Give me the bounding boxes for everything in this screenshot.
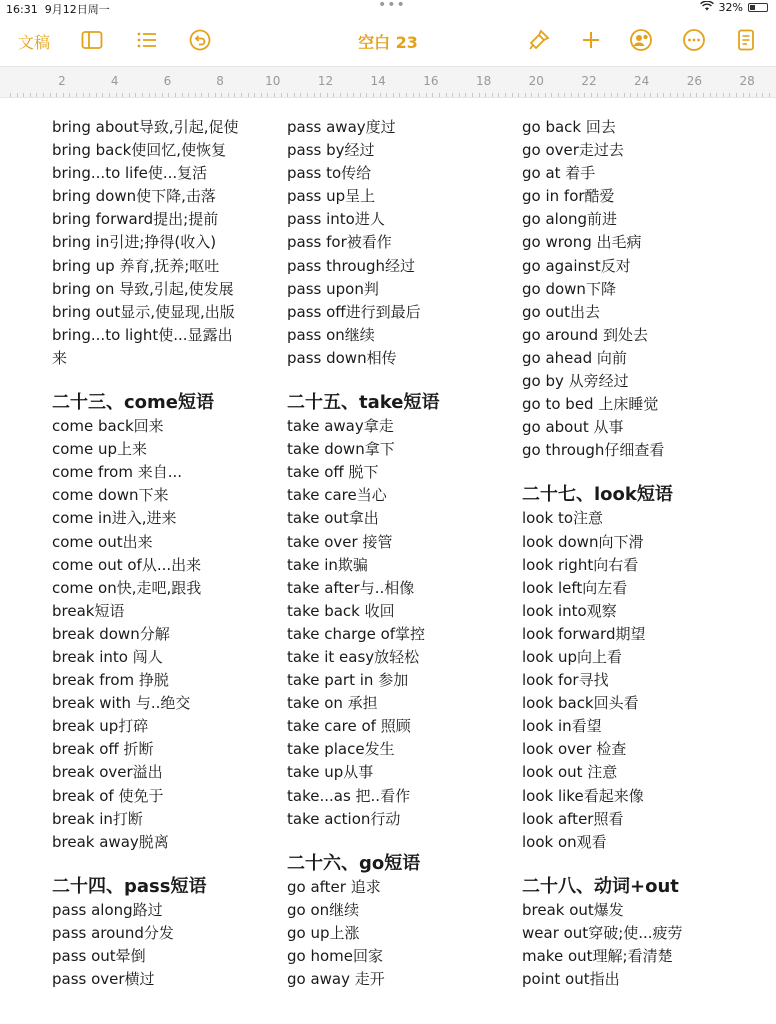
phrase-line[interactable]: pass around分发 xyxy=(52,923,174,942)
ruler-tick xyxy=(281,93,282,97)
section-gap xyxy=(52,370,238,380)
section-gap xyxy=(522,854,683,864)
phrase-line[interactable]: take part in 参加 xyxy=(287,671,409,690)
phrase-line[interactable]: take action行动 xyxy=(287,809,401,828)
phrase-line[interactable]: bring out显示,使显现,出版 xyxy=(52,302,235,321)
ruler-tick xyxy=(551,93,552,97)
phrase-line[interactable]: look into观察 xyxy=(522,601,617,620)
heading-pass-1: 二十四、pass短语 xyxy=(52,875,207,897)
phrase-line[interactable]: break away脱离 xyxy=(52,832,169,851)
ruler-tick xyxy=(485,93,486,97)
phrase-line[interactable]: take care当心 xyxy=(287,486,387,505)
ruler-label: 2 xyxy=(58,74,66,88)
ruler-tick xyxy=(201,93,202,97)
phrase-line[interactable]: bring back使回忆,使恢复 xyxy=(52,141,227,160)
ruler-tick xyxy=(307,93,308,97)
ruler-tick xyxy=(366,93,367,97)
section-gap xyxy=(52,854,238,864)
ruler-tick xyxy=(221,93,222,97)
ruler-tick xyxy=(83,93,84,97)
ruler-tick xyxy=(23,93,24,97)
ruler-tick xyxy=(248,93,249,97)
ruler-tick xyxy=(617,93,618,97)
phrase-line[interactable]: go through仔细查看 xyxy=(522,441,665,460)
document-title[interactable]: 空白 23 xyxy=(358,33,418,52)
phrase-line[interactable]: go on继续 xyxy=(287,900,360,919)
ruler-tick xyxy=(254,93,255,97)
ruler-tick xyxy=(479,93,480,97)
phrase-line[interactable]: bring up 养育,抚养;呕吐 xyxy=(52,256,220,275)
ruler-tick xyxy=(353,93,354,97)
phrase-line[interactable]: break in打断 xyxy=(52,809,143,828)
section-gap xyxy=(287,370,439,380)
ruler-tick xyxy=(749,93,750,97)
ruler-tick xyxy=(498,93,499,97)
ruler-tick xyxy=(531,93,532,97)
ruler-tick xyxy=(50,93,51,97)
phrase-line[interactable]: come in进入,进来 xyxy=(52,509,177,528)
ruler-tick xyxy=(591,93,592,97)
ruler-tick xyxy=(215,93,216,97)
phrase-line[interactable]: go up上涨 xyxy=(287,923,360,942)
document-icon[interactable] xyxy=(734,28,758,52)
ruler-tick xyxy=(630,93,631,97)
ruler-tick xyxy=(287,93,288,97)
ruler-tick xyxy=(386,93,387,97)
phrase-line[interactable]: look for寻找 xyxy=(522,671,609,690)
ruler-tick xyxy=(241,93,242,97)
phrase-line[interactable]: pass along路过 xyxy=(52,900,163,919)
ruler-tick xyxy=(426,93,427,97)
heading-look: 二十七、look短语 xyxy=(522,484,673,506)
status-time-date xyxy=(6,1,110,17)
status-bar xyxy=(0,0,776,16)
ruler-tick xyxy=(525,93,526,97)
ruler-tick xyxy=(650,93,651,97)
ruler-tick xyxy=(571,93,572,97)
ruler-tick xyxy=(696,93,697,97)
phrase-line[interactable]: look like看起来像 xyxy=(522,786,644,805)
ruler-tick xyxy=(122,93,123,97)
ruler-tick xyxy=(274,93,275,97)
phrase-line[interactable]: break of 使免于 xyxy=(52,786,164,805)
ruler-tick xyxy=(657,93,658,97)
ruler-tick xyxy=(208,93,209,97)
ruler-tick xyxy=(327,93,328,97)
phrase-line[interactable]: go about 从事 xyxy=(522,418,624,437)
phrase-line[interactable]: look up向上看 xyxy=(522,647,623,666)
status-right xyxy=(700,1,768,14)
ruler-tick xyxy=(677,93,678,97)
ruler-tick xyxy=(419,93,420,97)
ruler-tick xyxy=(102,93,103,97)
phrase-line[interactable]: break with 与..绝交 xyxy=(52,694,191,713)
ruler-tick xyxy=(294,93,295,97)
phrase-line[interactable]: go in for酷爱 xyxy=(522,187,615,206)
ruler-tick xyxy=(439,93,440,97)
phrase-line[interactable]: look down向下滑 xyxy=(522,532,644,551)
section-gap xyxy=(287,831,439,841)
phrase-line[interactable]: pass over横过 xyxy=(52,970,155,989)
ruler-tick xyxy=(505,93,506,97)
ruler-tick xyxy=(663,93,664,97)
phrase-line[interactable]: break down分解 xyxy=(52,624,170,643)
wifi-icon xyxy=(700,1,714,14)
ruler-tick xyxy=(300,93,301,97)
ruler-tick xyxy=(155,93,156,97)
ruler-tick xyxy=(710,93,711,97)
ruler-tick xyxy=(129,93,130,97)
phrase-line[interactable]: bring down使下降,击落 xyxy=(52,187,216,206)
battery-fill xyxy=(750,5,755,10)
ruler-tick xyxy=(743,93,744,97)
ruler-tick xyxy=(723,93,724,97)
phrase-line[interactable]: look over 检查 xyxy=(522,740,627,759)
documents-back-button[interactable]: 文稿 xyxy=(18,33,51,52)
ruler-tick xyxy=(729,93,730,97)
column-3 xyxy=(522,116,683,1001)
phrase-line[interactable]: look right向右看 xyxy=(522,555,639,574)
phrase-line[interactable]: break out爆发 xyxy=(522,900,624,919)
ruler-tick xyxy=(96,93,97,97)
ruler-tick xyxy=(267,93,268,97)
ruler[interactable] xyxy=(0,66,776,98)
ruler-tick xyxy=(472,93,473,97)
ruler-tick xyxy=(320,93,321,97)
phrase-line[interactable]: 来 xyxy=(52,348,68,367)
ruler-tick xyxy=(413,93,414,97)
ruler-label: 10 xyxy=(265,74,281,88)
section-gap xyxy=(287,991,439,1001)
phrase-line[interactable]: take charge of掌控 xyxy=(287,624,426,643)
phrase-line[interactable]: pass on继续 xyxy=(287,325,375,344)
ruler-tick xyxy=(406,93,407,97)
ruler-tick xyxy=(399,93,400,97)
ruler-tick xyxy=(465,93,466,97)
phrase-line[interactable]: break from 挣脱 xyxy=(52,671,169,690)
phrase-line[interactable]: pass into进人 xyxy=(287,210,385,229)
plus-icon[interactable] xyxy=(579,28,603,52)
phrase-line[interactable]: go to bed 上床睡觉 xyxy=(522,395,659,414)
status-time: 16:31 xyxy=(6,3,38,16)
phrase-line[interactable]: take on 承担 xyxy=(287,694,378,713)
ruler-tick xyxy=(393,93,394,97)
ruler-tick xyxy=(314,93,315,97)
ruler-tick xyxy=(30,93,31,97)
phrase-line[interactable]: take in欺骗 xyxy=(287,555,368,574)
phrase-line[interactable]: bring...to life使...复活 xyxy=(52,164,208,183)
phrase-line[interactable]: come out of从...出来 xyxy=(52,555,202,574)
phrase-line[interactable]: bring...to light使...显露出 xyxy=(52,325,233,344)
phrase-line[interactable]: take care of 照顾 xyxy=(287,717,411,736)
ruler-label: 18 xyxy=(475,74,492,88)
ruler-tick xyxy=(762,93,763,97)
phrase-line[interactable]: pass off进行到最后 xyxy=(287,302,421,321)
phrase-line[interactable]: pass away度过 xyxy=(287,118,396,136)
phrase-line[interactable]: look in看望 xyxy=(522,717,602,736)
ruler-tick xyxy=(637,93,638,97)
phrase-line[interactable]: take out拿出 xyxy=(287,509,379,528)
phrase-line[interactable]: go around 到处去 xyxy=(522,325,648,344)
phrase-line[interactable]: look left向左看 xyxy=(522,578,628,597)
section-gap xyxy=(522,991,683,1001)
phrase-line[interactable]: come up上来 xyxy=(52,440,148,459)
ruler-tick xyxy=(195,93,196,97)
ruler-label: 26 xyxy=(686,74,703,88)
column-1 xyxy=(52,116,238,1001)
ruler-tick xyxy=(234,93,235,97)
ruler-tick xyxy=(56,93,57,97)
ruler-tick xyxy=(604,93,605,97)
phrase-line[interactable]: point out指出 xyxy=(522,970,620,989)
ruler-tick xyxy=(558,93,559,97)
phrase-line[interactable]: look back回头看 xyxy=(522,694,639,713)
ruler-tick xyxy=(340,93,341,97)
more-icon[interactable] xyxy=(682,28,706,52)
ruler-tick xyxy=(518,93,519,97)
ruler-tick xyxy=(690,93,691,97)
phrase-line[interactable]: look to注意 xyxy=(522,509,604,528)
phrase-line[interactable]: pass upon判 xyxy=(287,279,379,298)
phrase-line[interactable]: take down拿下 xyxy=(287,440,395,459)
phrase-line[interactable]: pass out晕倒 xyxy=(52,947,146,965)
ruler-label: 16 xyxy=(423,74,439,88)
ruler-tick xyxy=(149,93,150,97)
phrase-line[interactable]: break off 折断 xyxy=(52,740,154,759)
phrase-line[interactable]: go away 走开 xyxy=(287,970,385,989)
ruler-tick xyxy=(564,93,565,97)
ruler-tick xyxy=(36,93,37,97)
phrase-line[interactable]: pass for被看作 xyxy=(287,233,392,252)
phrase-line[interactable]: break over溢出 xyxy=(52,763,163,782)
ruler-tick xyxy=(578,93,579,97)
ruler-tick xyxy=(182,93,183,97)
phrase-line[interactable]: pass through经过 xyxy=(287,256,416,275)
ruler-tick xyxy=(446,93,447,97)
phrase-line[interactable]: break短语 xyxy=(52,601,125,620)
ruler-tick xyxy=(597,93,598,97)
ruler-tick xyxy=(716,93,717,97)
phrase-line[interactable]: go after 追求 xyxy=(287,877,381,896)
toolbar xyxy=(0,18,776,62)
ruler-tick xyxy=(69,93,70,97)
collaborate-icon[interactable] xyxy=(629,28,653,52)
phrase-line[interactable]: go down下降 xyxy=(522,279,616,298)
ruler-label: 24 xyxy=(634,74,650,88)
ruler-tick xyxy=(168,93,169,97)
ruler-tick xyxy=(670,93,671,97)
phrase-line[interactable]: pass by经过 xyxy=(287,141,375,160)
ruler-tick xyxy=(109,93,110,97)
ruler-tick xyxy=(644,93,645,97)
phrase-line[interactable]: take it easy放轻松 xyxy=(287,647,420,666)
status-date: 9月12日周一 xyxy=(44,3,110,16)
ruler-tick xyxy=(769,93,770,97)
ruler-tick xyxy=(545,93,546,97)
phrase-line[interactable]: look out 注意 xyxy=(522,763,618,782)
section-gap xyxy=(52,991,238,1001)
ruler-tick xyxy=(142,93,143,97)
ruler-tick xyxy=(116,93,117,97)
phrase-line[interactable]: take up从事 xyxy=(287,763,374,782)
phrase-line[interactable]: bring on 导致,引起,使发展 xyxy=(52,279,234,298)
ruler-tick xyxy=(188,93,189,97)
phrase-line[interactable]: look on观看 xyxy=(522,832,607,851)
phrase-line[interactable]: go ahead 向前 xyxy=(522,348,627,367)
phrase-line[interactable]: come down下来 xyxy=(52,486,169,505)
phrase-line[interactable]: go along前进 xyxy=(522,210,618,229)
ruler-tick xyxy=(611,93,612,97)
phrase-line[interactable]: go against反对 xyxy=(522,256,631,275)
phrase-line[interactable]: take over 接管 xyxy=(287,532,393,551)
phrase-line[interactable]: come on快,走吧,跟我 xyxy=(52,578,202,597)
phrase-line[interactable]: break into 闯人 xyxy=(52,647,163,666)
ruler-tick xyxy=(228,93,229,97)
multitasking-dots-icon[interactable]: ••• xyxy=(378,0,406,13)
phrase-line[interactable]: go at 着手 xyxy=(522,164,596,183)
battery-icon xyxy=(748,3,768,12)
ruler-label: 6 xyxy=(163,74,172,88)
phrase-line[interactable]: take after与..相像 xyxy=(287,578,415,597)
ruler-tick xyxy=(175,93,176,97)
column-2 xyxy=(287,116,439,1001)
ruler-label: 20 xyxy=(528,74,544,88)
ruler-tick xyxy=(10,93,11,97)
phrase-line[interactable]: take away拿走 xyxy=(287,417,394,436)
ruler-tick xyxy=(63,93,64,97)
ruler-tick xyxy=(333,93,334,97)
ruler-tick xyxy=(584,93,585,97)
heading-out: 二十八、动词+out xyxy=(522,875,679,897)
phrase-line[interactable]: go back 回去 xyxy=(522,118,616,136)
phrase-line[interactable]: take place发生 xyxy=(287,740,395,759)
ruler-tick xyxy=(452,93,453,97)
phrase-line[interactable]: go out出去 xyxy=(522,302,601,321)
phrase-line[interactable]: go wrong 出毛病 xyxy=(522,233,642,252)
phrase-line[interactable]: bring forward提出;提前 xyxy=(52,210,219,229)
ruler-tick xyxy=(135,93,136,97)
phrase-line[interactable]: look after照看 xyxy=(522,809,624,828)
ruler-tick xyxy=(43,93,44,97)
phrase-line[interactable]: come out出来 xyxy=(52,532,153,551)
ruler-label: 28 xyxy=(739,74,755,88)
heading-go: 二十六、go短语 xyxy=(287,852,421,874)
phrase-line[interactable]: bring about导致,引起,促使 xyxy=(52,118,239,136)
phrase-line[interactable]: wear out穿破;使...疲劳 xyxy=(522,923,683,942)
phrase-line[interactable]: make out理解;看清楚 xyxy=(522,947,673,965)
section-gap xyxy=(522,462,683,472)
phrase-line[interactable]: pass to传给 xyxy=(287,164,372,183)
ruler-tick xyxy=(261,93,262,97)
ruler-label: 8 xyxy=(216,74,224,88)
ruler-tick xyxy=(360,93,361,97)
ruler-tick xyxy=(347,93,348,97)
format-brush-icon[interactable] xyxy=(527,28,551,52)
ruler-label: 4 xyxy=(110,74,119,88)
phrase-line[interactable]: go over走过去 xyxy=(522,141,624,160)
battery-percent: 32% xyxy=(718,1,743,14)
ruler-tick xyxy=(736,93,737,97)
phrase-line[interactable]: take back 收回 xyxy=(287,601,395,620)
ruler-tick xyxy=(756,93,757,97)
heading-come: 二十三、come短语 xyxy=(52,392,214,414)
phrase-line[interactable]: break up打碎 xyxy=(52,717,149,736)
ruler-tick xyxy=(512,93,513,97)
phrase-line[interactable]: go home回家 xyxy=(287,947,383,965)
ruler-tick xyxy=(492,93,493,97)
ruler-tick xyxy=(538,93,539,97)
phrase-line[interactable]: go by 从旁经过 xyxy=(522,372,629,391)
phrase-line[interactable]: pass up呈上 xyxy=(287,187,376,206)
ruler-tick xyxy=(373,93,374,97)
ruler-tick xyxy=(624,93,625,97)
ruler-tick xyxy=(432,93,433,97)
ruler-tick xyxy=(162,93,163,97)
ruler-tick xyxy=(380,93,381,97)
ruler-tick xyxy=(17,93,18,97)
ruler-label: 22 xyxy=(581,74,597,88)
phrase-line[interactable]: take off 脱下 xyxy=(287,463,379,482)
phrase-line[interactable]: bring in引进;挣得(收入) xyxy=(52,233,217,252)
ruler-label: 14 xyxy=(370,74,386,88)
phrase-line[interactable]: come back回来 xyxy=(52,417,164,436)
ruler-tick xyxy=(89,93,90,97)
phrase-line[interactable]: take...as 把..看作 xyxy=(287,786,411,805)
phrase-line[interactable]: pass down相传 xyxy=(287,348,397,367)
ruler-tick xyxy=(459,93,460,97)
phrase-line[interactable]: come from 来自... xyxy=(52,463,183,482)
ruler-tick xyxy=(76,93,77,97)
ruler-tick xyxy=(703,93,704,97)
phrase-line[interactable]: look forward期望 xyxy=(522,624,646,643)
ruler-tick xyxy=(683,93,684,97)
ruler-label: 12 xyxy=(317,74,334,88)
heading-take: 二十五、take短语 xyxy=(287,392,440,414)
